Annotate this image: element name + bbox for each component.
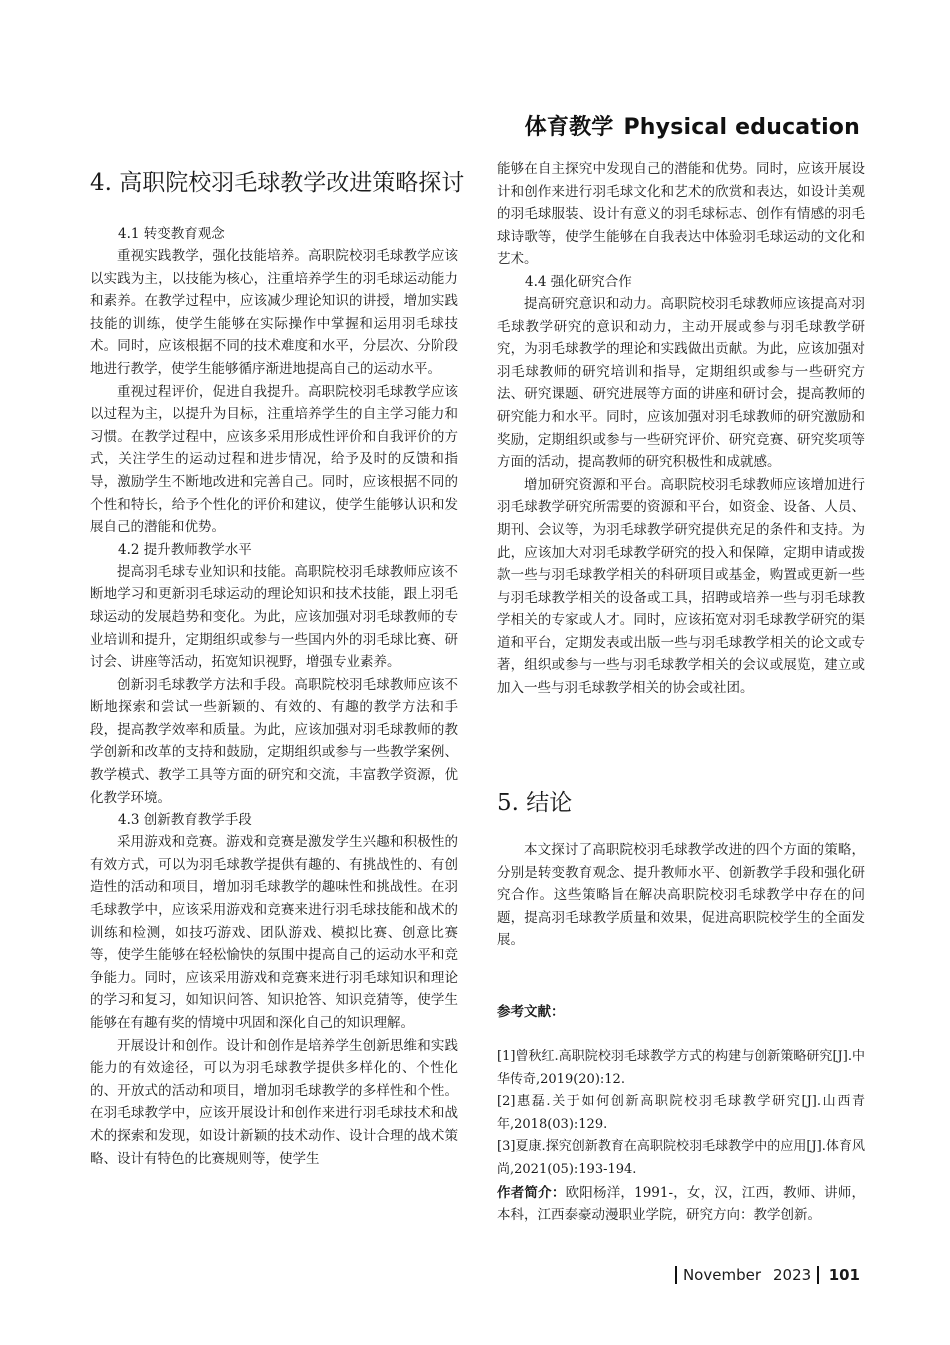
paragraph: 开展设计和创作。设计和创作是培养学生创新思维和实践能力的有效途径，可以为羽毛球教学提供多样化的、个性化的、开放式的活动和项目，增加羽毛球教学的多样性和个性。在羽毛球教学中，应该开展设计和创作来进行羽毛球技术和战术的探索和发现，如设计新颖的技术动作、设计合理的战术策略、设计有特色的比赛规则等，使学生: [90, 1037, 458, 1167]
reference-item: [2]惠磊.关于如何创新高职院校羽毛球教学研究[J].山西青年,2018(03):129.: [497, 1094, 865, 1132]
reference-item: [1]曾秋红.高职院校羽毛球教学方式的构建与创新策略研究[J].中华传奇,2019(20):12.: [497, 1048, 865, 1087]
section4-title: 4. 高职院校羽毛球教学改进策略探讨: [90, 170, 465, 196]
footer-divider: [817, 1266, 819, 1284]
paragraph: 重视实践教学，强化技能培养。高职院校羽毛球教学应该以实践为主，以技能为核心，注重培养学生的羽毛球运动能力和素养。在教学过程中，应该减少理论知识的讲授，增加实践技能的训练，使学生能够在实际操作中掌握和运用羽毛球技术。同时，应该根据不同的技术难度和水平，分层次、分阶段地进行教学，使学生能够循序渐进地提高自己的运动水平。: [90, 248, 458, 377]
journal-header: [525, 110, 860, 141]
heading-4-1: 4.1 转变教育观念: [118, 226, 225, 242]
page-number: 101: [828, 1266, 860, 1284]
right-column-lower: [497, 778, 865, 1227]
author-bio: [497, 1182, 865, 1227]
header-en: Physical education: [623, 115, 860, 140]
author-label: 作者简介：: [497, 1184, 566, 1201]
paragraph: 采用游戏和竞赛。游戏和竞赛是激发学生兴趣和积极性的有效方式，可以为羽毛球教学提供有趣的、有挑战性的、有创造性的活动和项目，增加羽毛球教学的趣味性和挑战性。在羽毛球教学中，应该采用游戏和竞赛来进行羽毛球技能和战术的训练和检测，如技巧游戏、团队游戏、模拟比赛、创意比赛等，使学生能够在轻松愉快的氛围中提高自己的运动水平和竞争能力。同时，应该采用游戏和竞赛来进行羽毛球知识和理论的学习和复习，如知识问答、知识抢答、知识竞猜等，使学生能够在有趣有奖的情境中巩固和深化自己的知识理解。: [90, 834, 458, 1031]
footer-year: 2023: [773, 1266, 812, 1284]
author-text: 欧阳杨洋，1991-，女，汉，江西，教师、讲师，本科，江西泰豪动漫职业学院，研究方向：教学创新。: [497, 1184, 866, 1224]
footer-divider: [675, 1266, 677, 1284]
page-footer: [669, 1266, 860, 1284]
paragraph: 重视过程评价，促进自我提升。高职院校羽毛球教学应该以过程为主，以提升为目标，注重培养学生的自主学习能力和习惯。在教学过程中，应该多采用形成性评价和自我评价的方式，关注学生的运动过程和进步情况，给予及时的反馈和指导，激励学生不断地改进和完善自己。同时，应该根据不同的个性和特长，给予个性化的评价和建议，使学生能够认识和发展自己的潜能和优势。: [90, 383, 458, 536]
paragraph: 创新羽毛球教学方法和手段。高职院校羽毛球教师应该不断地探索和尝试一些新颖的、有效的、有趣的教学方法和手段，提高教学效率和质量。为此，应该加强对羽毛球教师的教学创新和改革的支持和鼓励，定期组织或参与一些教学案例、教学模式、教学工具等方面的研究和交流，丰富教学资源，优化教学环境。: [90, 676, 458, 806]
reference-item: [3]夏康.探究创新教育在高职院校羽毛球教学中的应用[J].体育风尚,2021(05):193-194.: [497, 1139, 865, 1177]
paragraph: 增加研究资源和平台。高职院校羽毛球教师应该增加进行羽毛球教学研究所需要的资源和平台，如资金、设备、人员、期刊、会议等，为羽毛球教学研究提供充足的条件和支持。为此，应该加大对羽毛球教学研究的投入和保障，定期申请或拨款一些与羽毛球教学相关的科研项目或基金，购置或更新一些与羽毛球教学相关的设备或工具，招聘或培养一些与羽毛球教学相关的专家或人才。同时，应该拓宽对羽毛球教学研究的渠道和平台，定期发表或出版一些与羽毛球教学相关的论文或专著，组织或参与一些与羽毛球教学相关的会议或展览，建立或加入一些与羽毛球教学相关的协会或社团。: [497, 476, 865, 697]
paragraph: 提高研究意识和动力。高职院校羽毛球教师应该提高对羽毛球教学研究的意识和动力，主动开展或参与羽毛球教学研究，为羽毛球教学的理论和实践做出贡献。为此，应该加强对羽毛球教师的研究培训和指导，定期组织或参与一些研究方法、研究课题、研究进展等方面的讲座和研讨会，提高教师的研究能力和水平。同时，应该加强对羽毛球教师的研究激励和奖励，定期组织或参与一些研究评价、研究竞赛、研究奖项等方面的活动，提高教师的研究积极性和成就感。: [497, 295, 865, 471]
section5-title: 5. 结论: [497, 790, 573, 816]
conclusion-paragraph: 本文探讨了高职院校羽毛球教学改进的四个方面的策略，分别是转变教育观念、提升教师水平、创新教学手段和强化研究合作。这些策略旨在解决高职院校羽毛球教学中存在的问题，提高羽毛球教学质量和效果，促进高职院校学生的全面发展。: [497, 842, 865, 949]
right-column-upper: [497, 158, 865, 700]
heading-4-2: 4.2 提升教师教学水平: [118, 541, 252, 558]
heading-4-3: 4.3 创新教育教学手段: [118, 812, 252, 829]
paragraph: 提高羽毛球专业知识和技能。高职院校羽毛球教师应该不断地学习和更新羽毛球运动的理论知识和技术技能，跟上羽毛球运动的发展趋势和变化。为此，应该加强对羽毛球教师的专业培训和提升，定期组织或参与一些国内外的羽毛球比赛、研讨会、讲座等活动，拓宽知识视野，增强专业素养。: [90, 563, 458, 671]
heading-4-4: 4.4 强化研究合作: [525, 273, 632, 290]
left-column: [90, 158, 465, 1170]
paragraph-continued: 能够在自主探究中发现自己的潜能和优势。同时，应该开展设计和创作来进行羽毛球文化和艺术的欣赏和表达，如设计美观的羽毛球服装、设计有意义的羽毛球标志、创作有情感的羽毛球诗歌等，使学生能够在自我表达中体验羽毛球运动的文化和艺术。: [497, 161, 865, 268]
header-zh: 体育教学: [524, 115, 614, 140]
footer-month: November: [682, 1266, 761, 1284]
references-title: 参考文献：: [497, 1003, 565, 1020]
